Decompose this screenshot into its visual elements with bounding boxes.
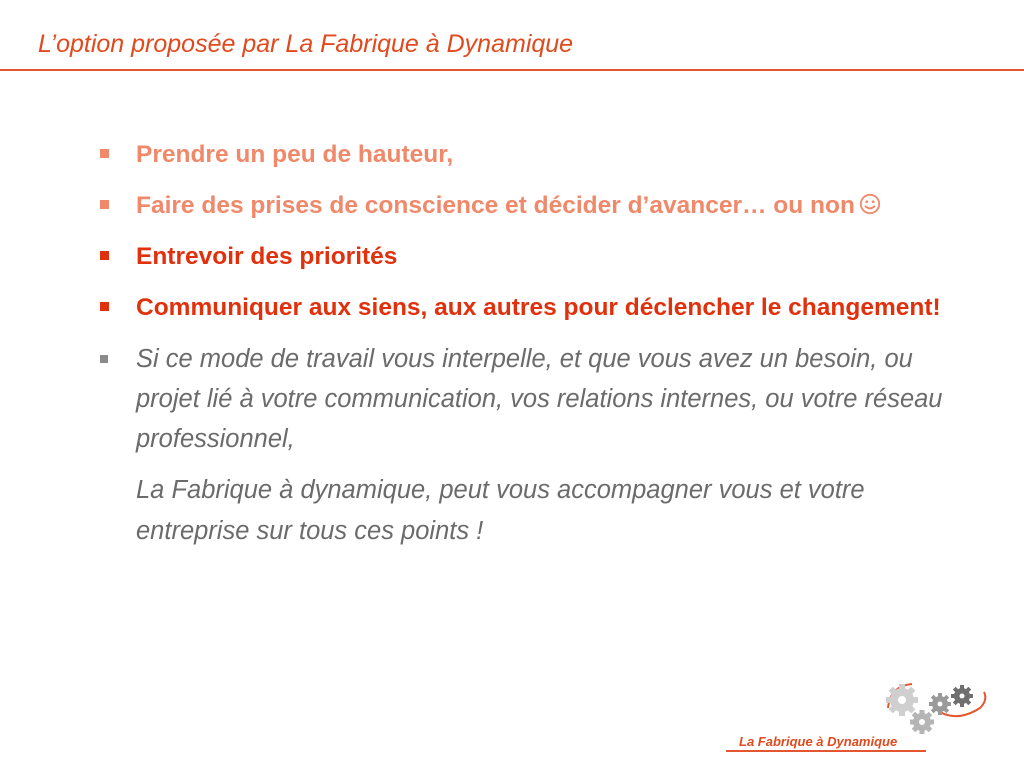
bullet-item-hauteur: [100, 135, 950, 175]
bullet-item-interpelle: [100, 339, 950, 459]
bullet-item-conscience: [100, 186, 950, 226]
bullet-marker: [100, 149, 109, 158]
footer-brand: La Fabrique à Dynamique: [739, 734, 898, 749]
bullet-text: Entrevoir des priorités: [136, 243, 398, 270]
bullet-marker: [100, 200, 109, 209]
bullet-text: Communiquer aux siens, aux autres pour déclencher le changement!: [136, 294, 941, 321]
gears-logo-icon: [880, 678, 990, 738]
bullet-list: [100, 135, 950, 552]
closing-paragraph: La Fabrique à dynamique, peut vous accompagner vous et votre entreprise sur tous ces points !: [136, 476, 865, 545]
bullet-item-communiquer: [100, 288, 950, 328]
bullet-marker: [100, 355, 108, 363]
footer-divider: [726, 750, 926, 752]
bullet-text: Faire des prises de conscience et décider d’avancer… ou non: [136, 192, 855, 219]
title-divider: [0, 69, 1024, 71]
slide-title: L’option proposée par La Fabrique à Dynamique: [38, 30, 574, 58]
bullet-text: Si ce mode de travail vous interpelle, et que vous avez un besoin, ou projet lié à votre communication, vos relations internes, ou votre réseau professionnel,: [136, 345, 943, 453]
bullet-marker: [100, 302, 109, 311]
smiley-icon: [859, 193, 881, 215]
bullet-marker: [100, 251, 109, 260]
bullet-text: Prendre un peu de hauteur,: [136, 141, 454, 168]
bullet-item-priorites: [100, 237, 950, 277]
